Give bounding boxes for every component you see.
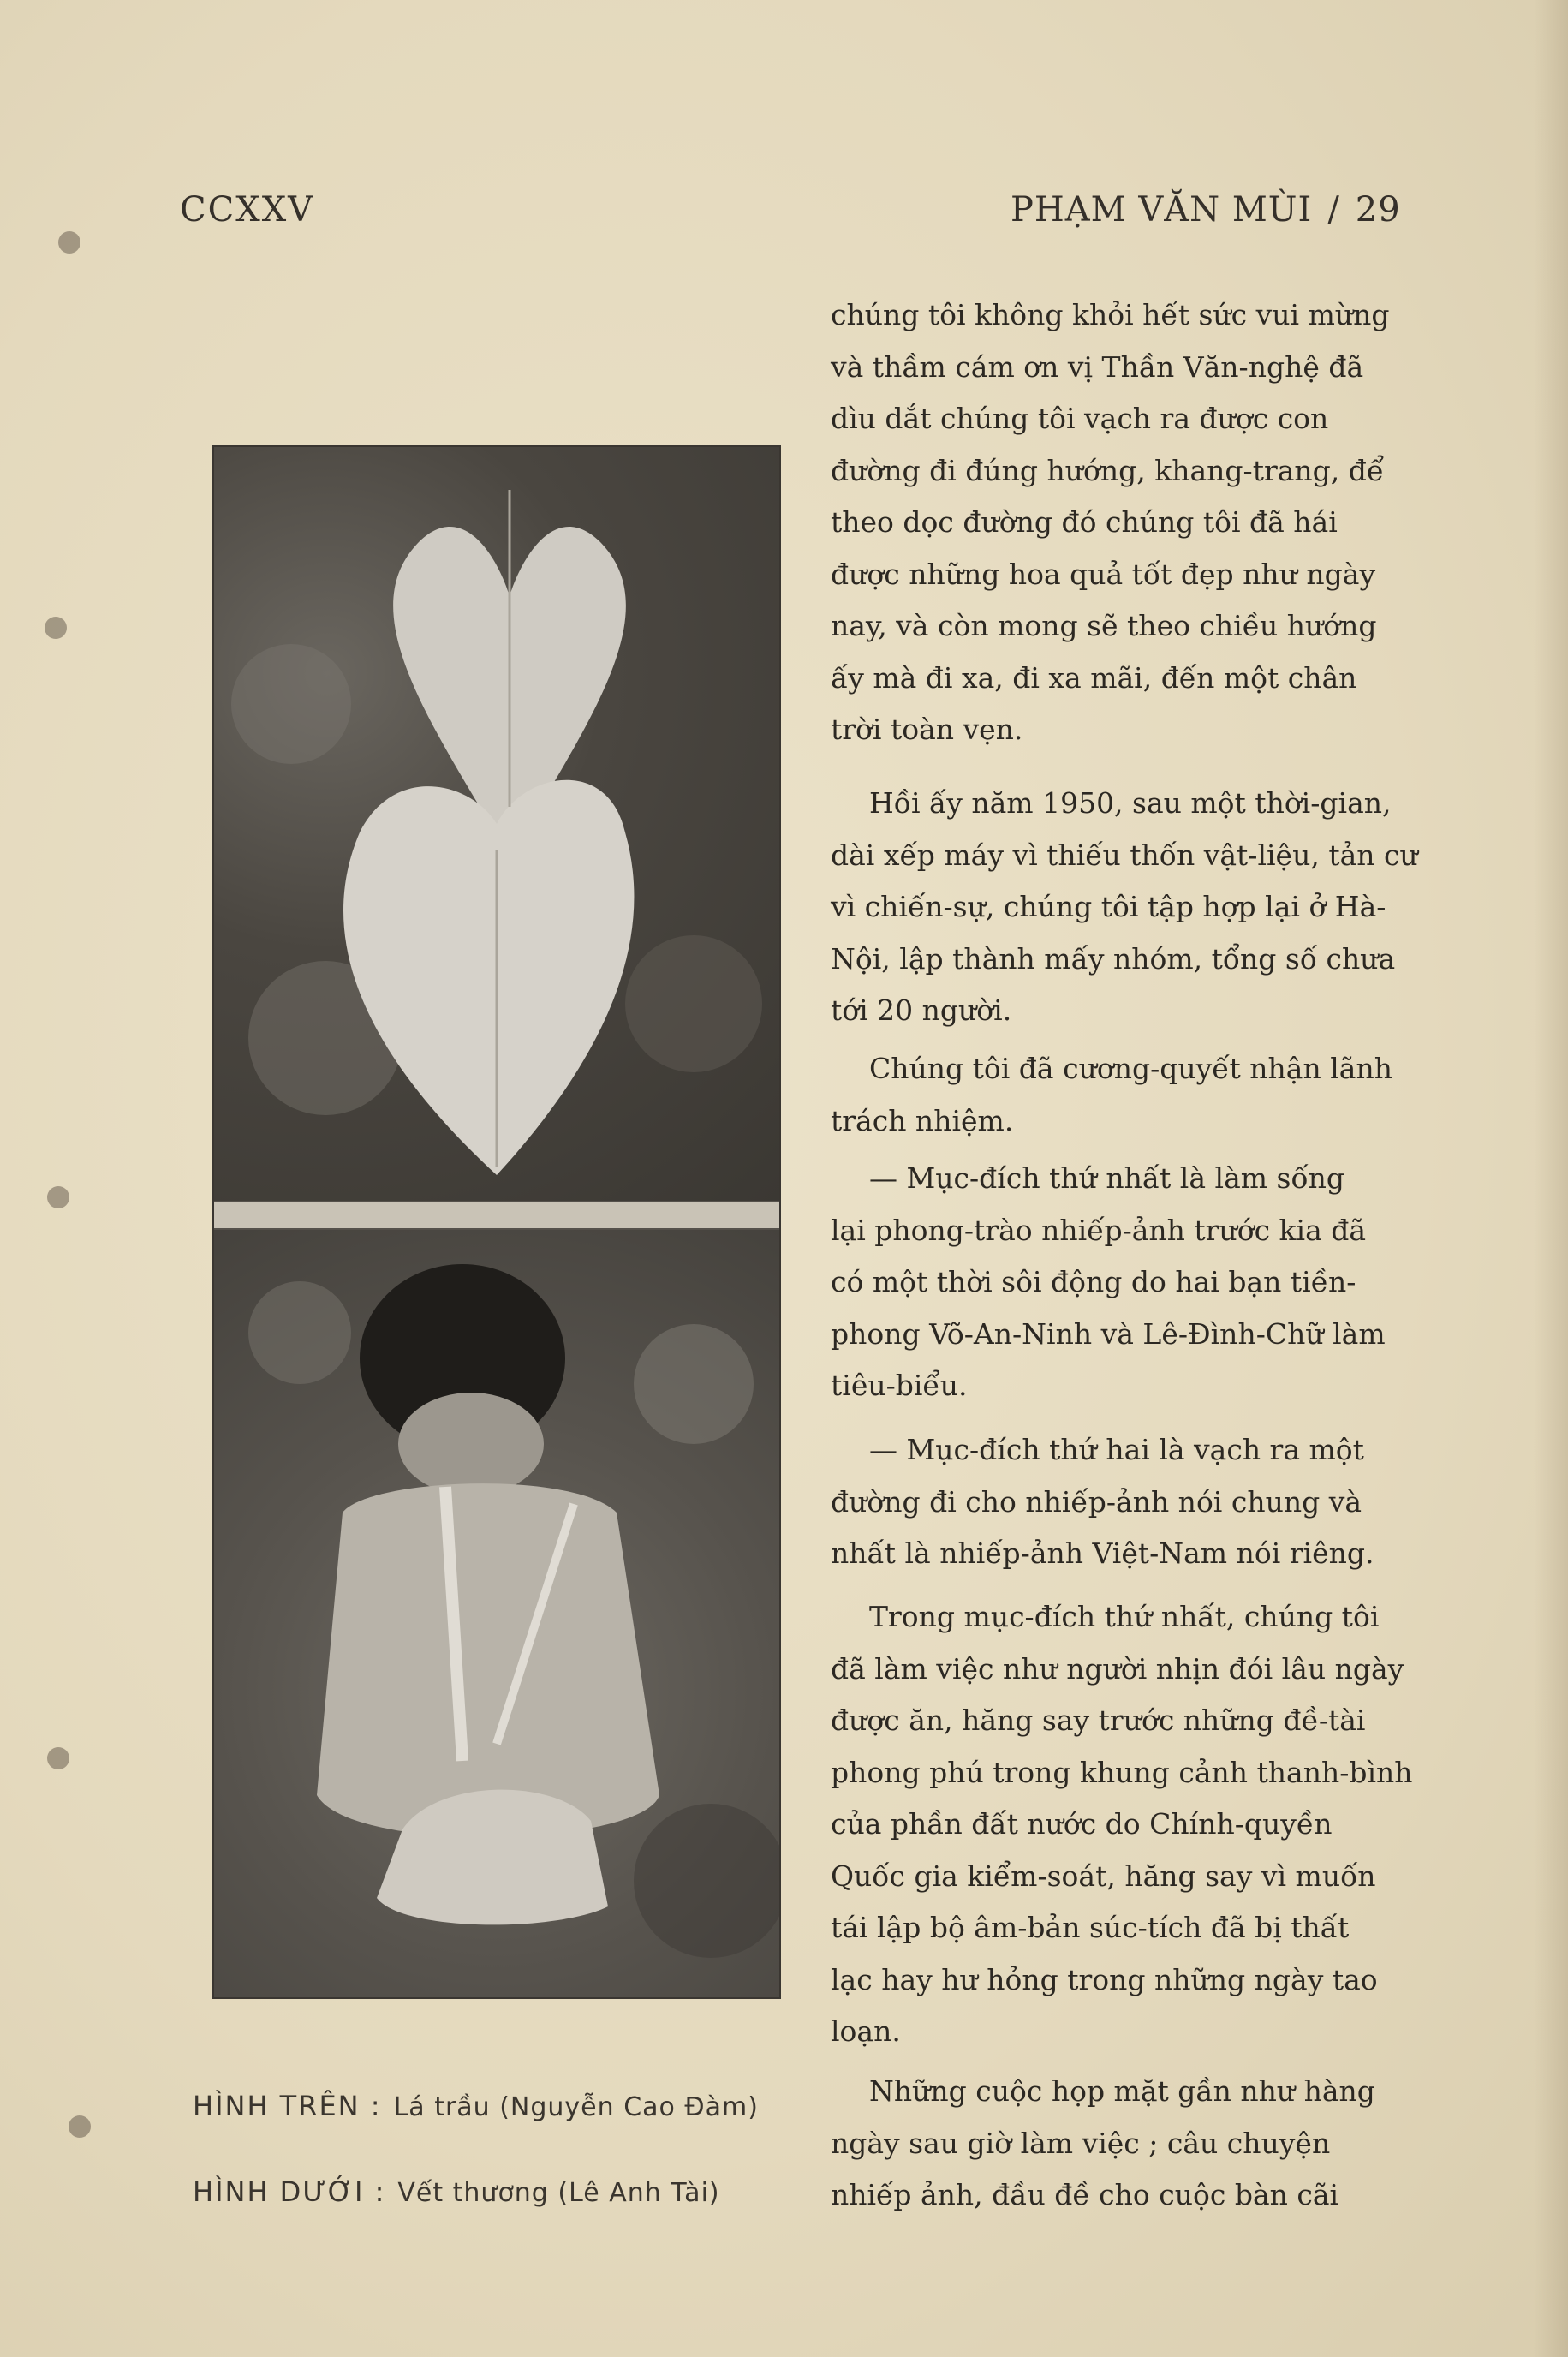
photo-divider	[214, 1202, 779, 1228]
text-line: nhất là nhiếp-ảnh Việt-Nam nói riêng.	[831, 1537, 1374, 1570]
binding-hole-mark	[45, 617, 67, 639]
text-line: Chúng tôi đã cương-quyết nhận lãnh	[869, 1052, 1392, 1085]
text-line: đã làm việc như người nhịn đói lâu ngày	[831, 1651, 1404, 1686]
text-line: phong phú trong khung cảnh thanh-bình	[831, 1755, 1413, 1789]
text-line: nay, và còn mong sẽ theo chiều hướng	[831, 609, 1377, 642]
text-line: có một thời sôi động do hai bạn tiền-	[831, 1265, 1356, 1298]
text-line: theo dọc đường đó chúng tôi đã hái	[831, 505, 1338, 539]
text-line: Những cuộc họp mặt gần như hàng	[869, 2074, 1375, 2108]
text-line: trách nhiệm.	[831, 1103, 1014, 1137]
text-line: lại phong-trào nhiếp-ảnh trước kia đã	[831, 1213, 1367, 1247]
text-line: đường đi đúng hướng, khang-trang, để	[831, 453, 1385, 487]
text-line: đường đi cho nhiếp-ảnh nói chung và	[831, 1484, 1362, 1519]
child-icon	[214, 1230, 779, 1997]
text-line: loạn.	[831, 2014, 901, 2048]
text-line: tiêu-biểu.	[831, 1369, 968, 1402]
binding-hole-mark	[69, 2115, 91, 2138]
author-name: PHẠM VĂN MÙI	[1011, 190, 1313, 230]
text-line: và thầm cám ơn vị Thần Văn-nghệ đã	[831, 349, 1364, 384]
caption-bottom-label: HÌNH DƯỚI :	[193, 2175, 386, 2208]
header-separator: /	[1327, 190, 1340, 230]
text-line: tới 20 người.	[831, 994, 1012, 1027]
text-line: trời toàn vẹn.	[831, 713, 1023, 746]
betel-leaves-icon	[214, 447, 779, 1201]
text-line: ấy mà đi xa, đi xa mãi, đến một chân	[831, 660, 1357, 695]
betel-leaves-photo	[214, 447, 779, 1201]
volume-number: CCXXV	[180, 190, 315, 230]
text-line: lạc hay hư hỏng trong những ngày tao	[831, 1962, 1378, 1996]
text-line: dài xếp máy vì thiếu thốn vật-liệu, tản cư	[831, 838, 1418, 872]
body-column	[831, 1043, 1447, 1147]
text-line: — Mục-đích thứ nhất là làm sống	[869, 1161, 1345, 1195]
body-column	[831, 778, 1447, 1037]
text-line: phong Võ-An-Ninh và Lê-Đình-Chữ làm	[831, 1316, 1386, 1351]
page-edge-shadow	[1534, 0, 1568, 2357]
text-line: được ăn, hăng say trước những đề-tài	[831, 1704, 1366, 1737]
body-column	[831, 289, 1447, 756]
text-line: Quốc gia kiểm-soát, hăng say vì muốn	[831, 1859, 1376, 1893]
text-line: được những hoa quả tốt đẹp như ngày	[831, 557, 1376, 591]
caption-bottom	[193, 2175, 720, 2208]
text-line: vì chiến-sự, chúng tôi tập hợp lại ở Hà-	[831, 890, 1386, 923]
photo-frame	[212, 445, 781, 1999]
binding-hole-mark	[58, 231, 80, 254]
caption-top-text: Lá trầu (Nguyễn Cao Đàm)	[393, 2092, 759, 2122]
page-number: 29	[1355, 190, 1401, 230]
body-column	[831, 2066, 1447, 2222]
text-line: Hồi ấy năm 1950, sau một thời-gian,	[869, 786, 1392, 820]
text-line: Nội, lập thành mấy nhóm, tổng số chưa	[831, 941, 1396, 976]
child-photo	[214, 1230, 779, 1997]
text-line: tái lập bộ âm-bản súc-tích đã bị thất	[831, 1911, 1350, 1944]
caption-top	[193, 2090, 759, 2122]
text-line: Trong mục-đích thứ nhất, chúng tôi	[869, 1600, 1380, 1633]
text-line: của phần đất nước do Chính-quyền	[831, 1807, 1333, 1841]
body-column	[831, 1591, 1447, 2058]
body-column	[831, 1424, 1447, 1580]
binding-hole-mark	[47, 1186, 69, 1208]
body-column	[831, 1153, 1447, 1412]
text-line: ngày sau giờ làm việc ; câu chuyện	[831, 2126, 1331, 2160]
text-line: — Mục-đích thứ hai là vạch ra một	[869, 1433, 1364, 1466]
caption-top-label: HÌNH TRÊN :	[193, 2090, 382, 2122]
binding-hole-mark	[47, 1747, 69, 1769]
running-header	[1011, 190, 1439, 230]
caption-bottom-text: Vết thương (Lê Anh Tài)	[397, 2178, 720, 2208]
text-line: chúng tôi không khỏi hết sức vui mừng	[831, 298, 1390, 331]
text-line: nhiếp ảnh, đầu đề cho cuộc bàn cãi	[831, 2178, 1339, 2211]
text-line: dìu dắt chúng tôi vạch ra được con	[831, 402, 1329, 435]
